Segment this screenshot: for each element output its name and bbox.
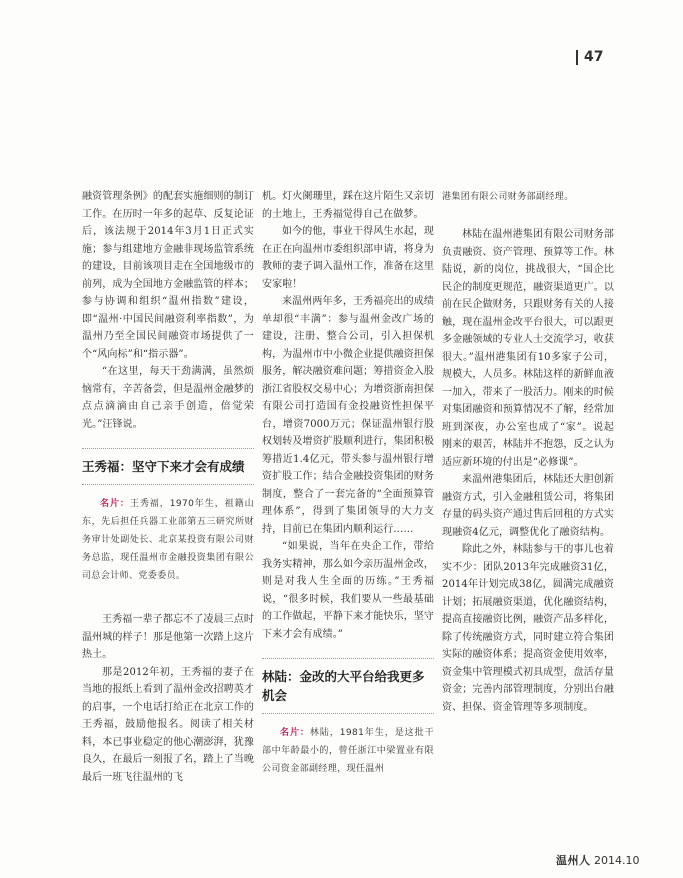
bio-text: 林陆，1981年生，是这批干部中年龄最小的，曾任浙江中梁置业有限公司资金部副经理，现任温州: [262, 728, 434, 774]
section-heading: 王秀福：坚守下来才会有成绩: [82, 448, 254, 485]
paragraph: 除此之外，林陆参与干的事儿也着实不少：团队2013年完成融资31亿，2014年计划完成38亿，圆满完成融资计划；拓展融资渠道，优化融资结构，提高直接融资比例，融资产品多样化，除了传统融资方式，同时建立符合集团实际的融资体系；提高资金使用效率，资金集中管理模式初具成型，盘活存量资金；完善内部管理制度，分别出台融资、担保、资金管理等多项制度。: [442, 544, 614, 713]
paragraph: 那是2012年初，王秀福的妻子在当地的报纸上看到了温州金改招聘英才的启事，一个电话打给正在北京工作的王秀福，鼓励他报名。阅读了相关材料，本已事业稳定的他心潮澎湃，犹豫良久，在最后一刻报了名，踏上了当晚最后一班飞往温州的飞: [82, 666, 254, 783]
footer: [556, 852, 640, 868]
paragraph: 来温州港集团后，林陆还大胆创新融资方式，引入金融租赁公司，将集团存量的码头资产通过售后回租的方式实现融资4亿元，调整优化了融资结构。: [442, 474, 614, 538]
paragraph: “在这里，每天干劲满满，虽然烦恼常有，辛苦备尝，但是温州金融梦的点点滴滴由自己亲手创造，倍觉荣光。”汪锋说。: [82, 366, 254, 430]
bio-label: 名片：: [280, 728, 310, 738]
paragraph: “如果说，当年在央企工作，带给我务实精神，那么如今亲历温州金改，则是对我人生全面的历练。”王秀福说，“很多时候，我们要从一些最基础的工作做起，平静下来才能快乐，坚守下来才会有成绩。”: [262, 541, 434, 640]
section-heading: 林陆：金改的大平台给我更多机会: [262, 658, 434, 714]
bio-label: 名片：: [100, 499, 130, 509]
column-2: [262, 188, 434, 778]
issue-date: 2014.10: [594, 854, 640, 867]
bio-text-continued: 港集团有限公司财务部副经理。: [442, 192, 574, 202]
magazine-name: 温州人: [556, 854, 591, 867]
column-3: [442, 188, 614, 716]
paragraph: 王秀福一辈子都忘不了凌晨三点时温州城的样子！那是他第一次踏上这片热土。: [82, 614, 254, 660]
bio-card: [262, 724, 434, 778]
paragraph: 机。灯火阑珊里，踩在这片陌生又亲切的土地上，王秀福觉得自己在做梦。: [262, 191, 434, 220]
bio-text: 王秀福，1970年生，祖籍山东，先后担任兵器工业部第五三研究所财务审计处副处长、北京某投资有限公司财务总监，现任温州市金融投资集团有限公司总会计师、党委委员。: [82, 499, 254, 581]
column-1: [82, 188, 254, 786]
page-number: 47: [576, 50, 603, 65]
paragraph: 来温州两年多，王秀福亮出的成绩单却很“丰满”：参与温州金改广场的建设，注册、整合公司，引入担保机构，为温州市中小微企业提供融资担保服务，解决融资难问题；筹措资金入股浙江省股权交易中心；为增资浙南担保有限公司打造国有金投融资性担保平台，增资7000万元；保证温州银行股权划转及增资扩股顺利进行，集团积极筹措近1.4亿元，带头参与温州银行增资扩股工作；结合金融投资集团的财务制度，整合了一套完备的“全面预算管理体系”，得到了集团领导的大力支持，目前已在集团内顺利运行……: [262, 296, 434, 535]
paragraph: 如今的他，事业干得风生水起，现在正在向温州市委组织部申请，将身为教师的妻子调入温州工作，准备在这里安家啦！: [262, 226, 434, 290]
paragraph: 融资管理条例》的配套实施细则的制订工作。在历时一年多的起草、反复论证后，该法规于2014年3月1日正式实施；参与组建地方金融非现场监管系统的建设，目前该项目走在全国地级市的前列，成为全国地方金融监管的样本；参与协调和组织“温州指数”建设，即“温州·中国民间融资利率指数”，为温州乃至全国民间融资市场提供了一个“风向标”和“指示器”。: [82, 191, 254, 360]
bio-card: [82, 495, 254, 585]
paragraph: 林陆在温州港集团有限公司财务部负责融资、资产管理、预算等工作。林陆说，新的岗位，挑战很大，“国企比民企的制度更规范，融资渠道更广。以前在民企做财务，只跟财务有关的人接触，现在温州金改平台很大，可以跟更多金融领域的专业人士交流学习，收获很大。”温州港集团有10多家子公司，规模大，人员多。林陆这样的新鲜血液一加入，带来了一股活力。刚来的时候对集团融资和预算情况不了解，经常加班到深夜，办公室也成了“家”。说起刚来的艰苦，林陆并不抱怨，反之认为适应新环境的付出是“必修课”。: [442, 229, 614, 468]
